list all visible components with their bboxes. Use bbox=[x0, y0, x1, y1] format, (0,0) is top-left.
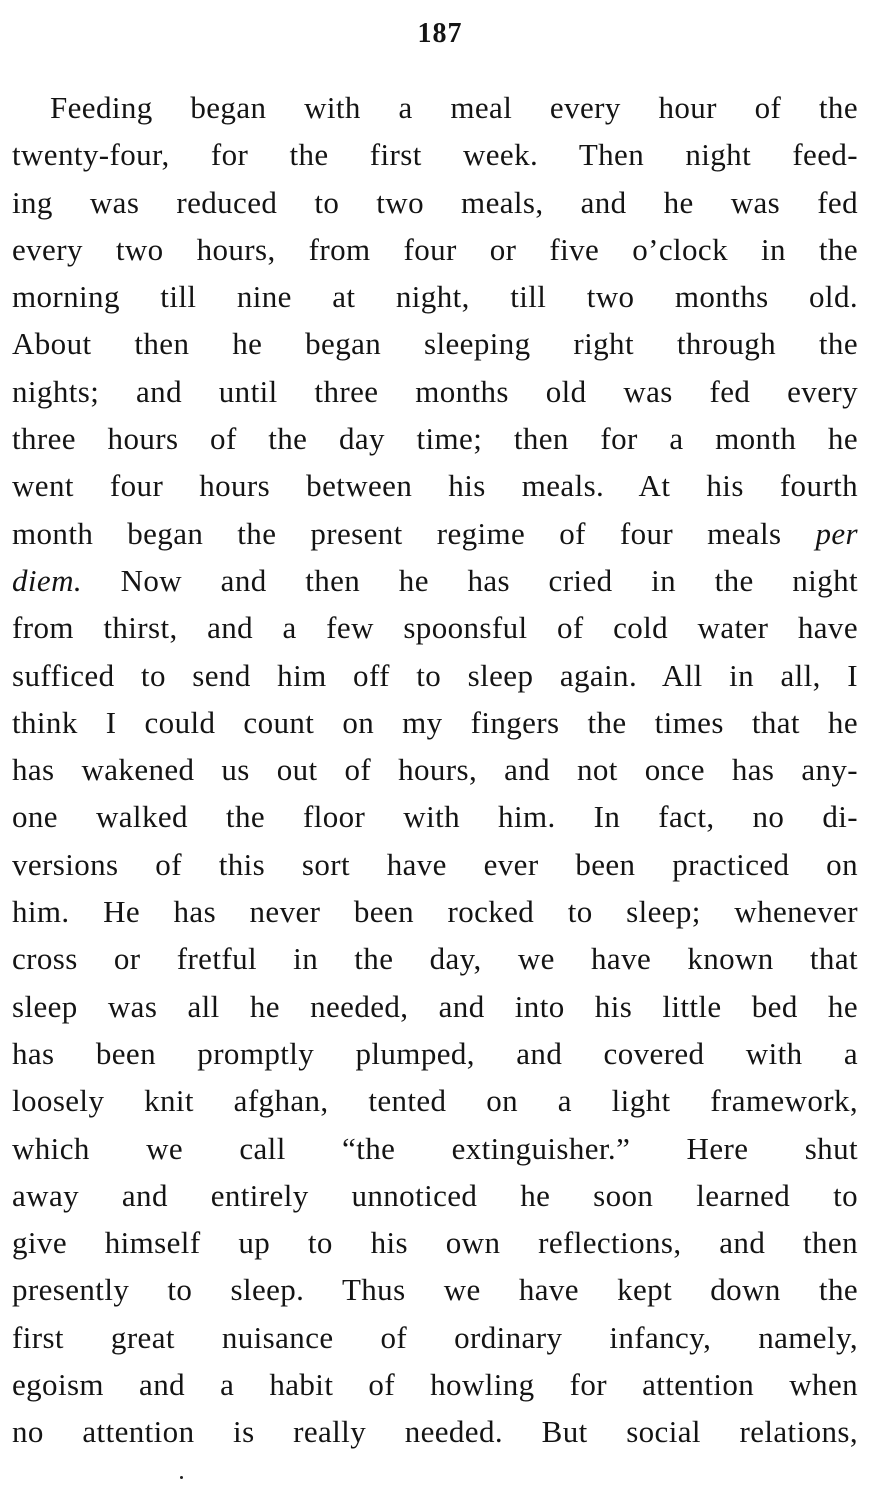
text-line: has wakened us out of hours, and not once has any- bbox=[12, 752, 858, 788]
text-line: sleep was all he needed, and into his little bed he bbox=[12, 988, 858, 1024]
italic-text: diem. bbox=[12, 562, 83, 598]
text-line: loosely knit afghan, tented on a light framework, bbox=[12, 1083, 858, 1119]
text-line: no attention is really needed. But social relations, bbox=[12, 1414, 858, 1450]
paragraph bbox=[12, 84, 858, 1456]
text-line: first great nuisance of ordinary infancy, namely, bbox=[12, 1319, 858, 1355]
print-speck bbox=[180, 1476, 183, 1479]
text-line: away and entirely unnoticed he soon learned to bbox=[12, 1177, 858, 1213]
text-line-mixed bbox=[12, 510, 858, 557]
text-line: nights; and until three months old was fed every bbox=[12, 373, 858, 409]
text-line: went four hours between his meals. At his fourth bbox=[12, 468, 858, 504]
text-line: from thirst, and a few spoonsful of cold water have bbox=[12, 610, 858, 646]
text-line: versions of this sort have ever been practiced on bbox=[12, 846, 858, 882]
text-line: one walked the floor with him. In fact, no di- bbox=[12, 799, 858, 835]
text-line: ing was reduced to two meals, and he was fed bbox=[12, 184, 858, 220]
text-line: Feeding began with a meal every hour of the bbox=[50, 90, 858, 125]
text-line: twenty-four, for the first week. Then night feed- bbox=[12, 137, 858, 173]
text-line: egoism and a habit of howling for attention when bbox=[12, 1367, 858, 1403]
page-number: 187 bbox=[417, 18, 463, 49]
text-line: him. He has never been rocked to sleep; whenever bbox=[12, 894, 858, 930]
text-line: presently to sleep. Thus we have kept down the bbox=[12, 1272, 858, 1308]
text-line: morning till nine at night, till two months old. bbox=[12, 279, 858, 315]
text-line: three hours of the day time; then for a month he bbox=[12, 421, 858, 457]
text-line: cross or fretful in the day, we have known that bbox=[12, 941, 858, 977]
text-line: every two hours, from four or five o’clock in the bbox=[12, 231, 858, 267]
text-line: About then he began sleeping right through the bbox=[12, 326, 858, 362]
italic-text: per bbox=[815, 515, 858, 551]
text-line: give himself up to his own reflections, and then bbox=[12, 1225, 858, 1261]
text-segment: Now and then he has cried in the night bbox=[120, 562, 858, 598]
text-line: has been promptly plumped, and covered with a bbox=[12, 1035, 858, 1071]
text-line: sufficed to send him off to sleep again. All in all, I bbox=[12, 657, 858, 693]
text-segment: month began the present regime of four meals bbox=[12, 515, 782, 551]
text-line-mixed bbox=[12, 557, 858, 604]
text-line: think I could count on my fingers the times that he bbox=[12, 704, 858, 740]
text-line: which we call “the extinguisher.” Here shut bbox=[12, 1130, 858, 1166]
